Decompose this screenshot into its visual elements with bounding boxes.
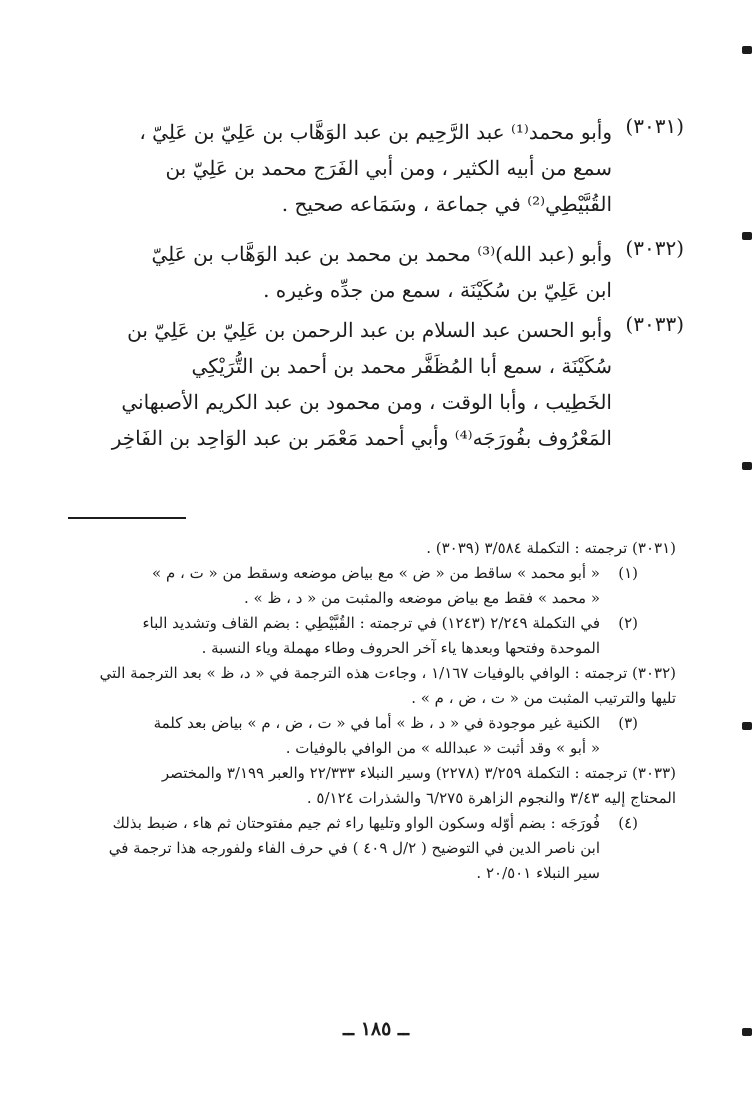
footnote-line: (٣٠٣٢) ترجمته : الوافي بالوفيات ١/١٦٧ ، وجاءت هذه الترجمة في « د، ظ » بعد الترجمة التي [99,664,676,682]
entry-line: ابن عَلِيّ بن سُكَيْنَة ، سمع من جدِّه وغيره . [263,278,612,302]
footnote-line: (٤)فُورَجَه : بضم أوّله وسكون الواو وتليها راء ثم جيم مفتوحتان ثم هاء ، ضبط بذلك [56,811,638,836]
footnote-marker: (٤) [618,814,638,832]
footnote-line: سير النبلاء ٢٠/٥٠١ . [476,864,600,882]
entry-number: (٣٠٣٢) [625,236,684,260]
entry-line: وأبو محمد⁽¹⁾ عبد الرَّحِيم بن عبد الوَهَّاب بن عَلِيّ بن عَلِيّ ، [139,120,612,144]
footnote-line: (٣)الكنية غير موجودة في « د ، ظ » أما في « ت ، ض ، م » بياض بعد كلمة [56,711,638,736]
footnote-marker: (٢) [618,614,638,632]
entry-line: وأبو الحسن عبد السلام بن عبد الرحمن بن عَلِيّ بن عَلِيّ بن [127,318,612,342]
entry-3031 [62,114,682,222]
footnote-line: تليها والترتيب المثبت من « ت ، ض ، م » . [411,689,676,707]
edge-mark [742,462,752,470]
entry-line: سمع من أبيه الكثير ، ومن أبي الفَرَج محمد بن عَلِيّ بن [165,156,612,180]
footnote-line: (١)« أبو محمد » ساقط من « ض » مع بياض موضعه وسقط من « ت ، م » [56,561,638,586]
entry-number: (٣٠٣١) [625,114,684,138]
footnote-marker: (١) [618,564,638,582]
entry-line: وأبو (عبد الله)⁽³⁾ محمد بن محمد بن عبد الوَهَّاب بن عَلِيّ [151,242,612,266]
footnote-line: (٣٠٣٣) ترجمته : التكملة ٣/٢٥٩ (٢٢٧٨) وسير النبلاء ٢٢/٣٣٣ والعبر ٣/١٩٩ والمختصر [161,764,676,782]
entry-line: سُكَيْنَة ، سمع أبا المُظَفَّر محمد بن أحمد بن التُّرَيْكِي [191,354,612,378]
footnote-marker: (٣) [618,714,638,732]
entry-line: المَعْرُوف بفُورَجَه⁽⁴⁾ وأبي أحمد مَعْمَر بن عبد الوَاحِد بن الفَاخِر [111,426,612,450]
edge-mark [742,232,752,240]
footnotes [56,536,676,886]
page-number: ــ ١٨٥ ــ [342,1018,410,1040]
edge-mark [742,1028,752,1036]
entry-line: القُبَّيْطِي⁽²⁾ في جماعة ، وسَمَاعه صحيح . [281,192,612,216]
footnote-line: الموحدة وفتحها وبعدها ياء آخر الحروف وطاء مهملة وياء النسبة . [201,639,600,657]
footnote-line: « أبو » وقد أثبت « عبدالله » من الوافي بالوفيات . [285,739,600,757]
footnote-line: (٣٠٣١) ترجمته : التكملة ٣/٥٨٤ (٣٠٣٩) . [426,539,676,557]
edge-mark [742,46,752,54]
entry-3032 [62,236,682,308]
footnote-line: ابن ناصر الدين في التوضيح ( ٢/ل ٤٠٩ ) في حرف الفاء ولفورجه هذا ترجمة في [108,839,600,857]
footnote-separator [68,517,186,519]
footnote-line: (٢)في التكملة ٢/٢٤٩ (١٢٤٣) في ترجمته : القُبَّيْطِي : بضم القاف وتشديد الباء [56,611,638,636]
entry-line: الخَطِيب ، وأبا الوقت ، ومن محمود بن عبد الكريم الأصبهاني [121,390,612,414]
edge-mark [742,722,752,730]
entry-number: (٣٠٣٣) [625,312,684,336]
footnote-line: « محمد » فقط مع بياض موضعه والمثبت من « د ، ظ » . [244,589,600,607]
footnote-line: المحتاج إليه ٣/٤٣ والنجوم الزاهرة ٦/٢٧٥ والشذرات ٥/١٢٤ . [306,789,676,807]
entry-3033 [62,312,682,456]
